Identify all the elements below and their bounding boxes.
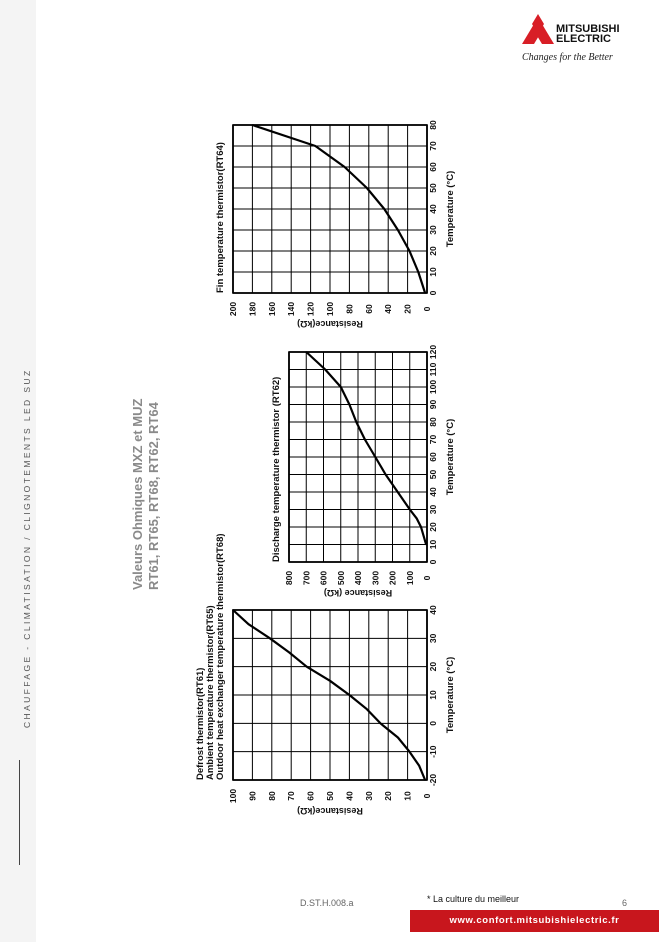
chart-2-title-line: Fin temperature thermistor(RT64) (215, 142, 226, 293)
chart-2-resistance-tick-label: 120 (305, 301, 316, 317)
chart-1-temperature-tick-label: 50 (428, 469, 438, 480)
chart-1-data-point (340, 386, 342, 388)
chart-1-temperature-tick-label: 10 (428, 539, 438, 550)
chart-0-title-line: Defrost thermistor(RT61) (195, 667, 206, 780)
chart-0-data-point (397, 737, 399, 739)
chart-2-data-point (366, 187, 368, 189)
chart-1-resistance-tick-label: 100 (404, 570, 415, 586)
chart-1-resistance-tick-label: 600 (318, 570, 329, 586)
chart-2-data-point (409, 250, 411, 252)
chart-1-data-point (397, 491, 399, 493)
chart-0-resistance-tick-label: 60 (305, 791, 316, 801)
brand-name-line2: ELECTRIC (556, 33, 611, 45)
chart-2-temperature-tick-label: 80 (428, 120, 438, 130)
chart-1-temperature-tick-label: 110 (428, 362, 438, 377)
chart-1-temperature-tick-label: 90 (428, 399, 438, 410)
chart-0-temperature-tick-label: -10 (428, 745, 438, 758)
chart-0-data-point (269, 638, 271, 640)
chart-1-temperature-tick-label: 100 (428, 379, 438, 395)
chart-0-temperature-tick-label: 30 (428, 633, 438, 644)
chart-2-data-point (424, 292, 426, 294)
chart-1-resistance-tick-label: 700 (301, 570, 312, 586)
chart-0-temperature-tick-label: -20 (428, 773, 438, 787)
chart-2-data-point (417, 271, 419, 273)
page-number: 6 (622, 898, 628, 908)
chart-0-resistance-tick-label: 80 (266, 791, 277, 801)
chart-0-temperature-tick-label: 10 (428, 690, 438, 700)
chart-0-y-axis-label: Resistance(kΩ) (297, 806, 363, 816)
chart-1-temperature-tick-label: 80 (428, 417, 438, 427)
chart-2-data-point (252, 124, 254, 126)
chart-0-data-point (366, 708, 368, 710)
chart-2-temperature-tick-label: 0 (428, 290, 438, 296)
chart-2-temperature-tick-label: 40 (428, 204, 438, 214)
website-link[interactable]: www.confort.mitsubishielectric.fr (410, 910, 659, 932)
chart-2-resistance-tick-label: 140 (286, 301, 297, 317)
chart-1-curve (306, 352, 426, 545)
chart-0-data-point (418, 765, 420, 767)
chart-0-temperature-tick-label: 20 (428, 661, 438, 672)
chart-1-data-point (420, 526, 422, 528)
chart-0-data-point (232, 609, 234, 611)
chart-1-temperature-tick-label: 70 (428, 434, 438, 445)
chart-1-data-point (364, 439, 366, 441)
brand-tagline: Changes for the Better (522, 52, 613, 63)
chart-0-resistance-tick-label: 50 (325, 791, 335, 801)
page-title-line2: RT61, RT65, RT68, RT62, RT64 (146, 402, 161, 590)
chart-2-data-point (384, 208, 386, 210)
chart-0-resistance-tick-label: 20 (383, 791, 394, 801)
page-title-line1: Valeurs Ohmiques MXZ et MUZ (130, 398, 145, 590)
chart-0-data-point (329, 680, 331, 682)
chart-2-resistance-tick-label: 160 (266, 301, 277, 317)
chart-0-temperature-tick-label: 0 (428, 720, 438, 726)
chart-1-resistance-tick-label: 300 (370, 570, 381, 586)
chart-2-resistance-tick-label: 80 (344, 304, 355, 314)
chart-2-resistance-tick-label: 40 (383, 304, 394, 314)
chart-0-resistance-tick-label: 90 (247, 791, 258, 801)
chart-1-data-point (349, 404, 351, 406)
chart-1-data-point (425, 544, 427, 546)
chart-0-resistance-tick-label: 70 (286, 791, 297, 801)
chart-2-temperature-tick-label: 20 (428, 246, 438, 256)
chart-1-temperature-tick-label: 40 (428, 487, 438, 497)
sidebar-text: CHAUFFAGE - CLIMATISATION / CLIGNOTEMENTS LED SUZ (22, 368, 32, 728)
chart-0-resistance-tick-label: 30 (363, 791, 374, 801)
chart-1-temperature-tick-label: 20 (428, 522, 438, 532)
chart-2-temperature-tick-label: 10 (428, 267, 438, 277)
chart-0-title-line: Outdoor heat exchanger temperature thermistor(RT68) (215, 533, 226, 780)
chart-2-resistance-tick-label: 200 (228, 301, 238, 317)
chart-2-resistance-tick-label: 20 (402, 304, 413, 314)
chart-1-temperature-tick-label: 120 (428, 344, 438, 360)
chart-0-data-point (380, 723, 382, 725)
chart-0-data-point (409, 751, 411, 753)
chart-1-resistance-tick-label: 500 (335, 570, 346, 586)
chart-0-temperature-tick-label: 40 (428, 605, 438, 615)
chart-2-y-axis-label: Resistance(kΩ) (297, 319, 363, 329)
chart-1-data-point (409, 509, 411, 511)
chart-1-data-point (385, 474, 387, 476)
chart-1-data-point (416, 517, 418, 519)
chart-2-resistance-tick-label: 100 (325, 301, 335, 317)
chart-1-temperature-tick-label: 60 (428, 452, 438, 462)
chart-0-resistance-tick-label: 0 (422, 793, 432, 799)
chart-1-y-axis-label: Resistance (kΩ) (323, 588, 393, 598)
chart-1-resistance-tick-label: 200 (387, 570, 398, 586)
chart-0-data-point (349, 694, 351, 696)
chart-1-data-point (355, 421, 357, 423)
footnote: * La culture du meilleur (427, 894, 520, 904)
chart-2-data-point (315, 145, 317, 147)
chart-1-resistance-tick-label: 400 (353, 570, 363, 586)
chart-2-temperature-tick-label: 70 (428, 141, 438, 151)
chart-0-resistance-tick-label: 10 (402, 791, 413, 801)
chart-2-data-point (397, 229, 399, 231)
chart-0-data-point (248, 623, 250, 625)
chart-1-resistance-tick-label: 800 (284, 570, 294, 586)
chart-1-temperature-tick-label: 30 (428, 504, 438, 515)
chart-0-data-point (424, 779, 426, 781)
chart-0-x-axis-label: Temperature (°C) (445, 656, 456, 734)
chart-0-data-point (288, 652, 290, 654)
chart-1-resistance-tick-label: 0 (422, 575, 432, 581)
chart-2-data-point (344, 166, 346, 168)
chart-2-temperature-tick-label: 60 (428, 162, 438, 172)
chart-2-temperature-tick-label: 30 (428, 225, 438, 235)
chart-1-data-point (324, 369, 326, 371)
chart-1-data-point (374, 456, 376, 458)
chart-1-temperature-tick-label: 0 (428, 559, 438, 565)
chart-1-data-point (305, 351, 307, 353)
chart-2-resistance-tick-label: 0 (422, 306, 432, 312)
document-code: D.ST.H.008.a (300, 898, 354, 908)
chart-1-title-line: Discharge temperature thermistor (RT62) (271, 376, 282, 562)
chart-2-resistance-tick-label: 180 (247, 301, 258, 317)
chart-2-resistance-tick-label: 60 (363, 304, 374, 314)
chart-2-temperature-tick-label: 50 (428, 183, 438, 193)
chart-0-data-point (306, 666, 308, 668)
chart-0-title-line: Ambient temperature thermistor(RT65) (205, 605, 216, 780)
chart-0-resistance-tick-label: 100 (228, 788, 238, 804)
brand-name-line1: MITSUBISHI (556, 23, 620, 35)
chart-2-x-axis-label: Temperature (°C) (445, 170, 456, 248)
chart-1-x-axis-label: Temperature (°C) (445, 418, 456, 496)
chart-0-resistance-tick-label: 40 (344, 791, 355, 801)
